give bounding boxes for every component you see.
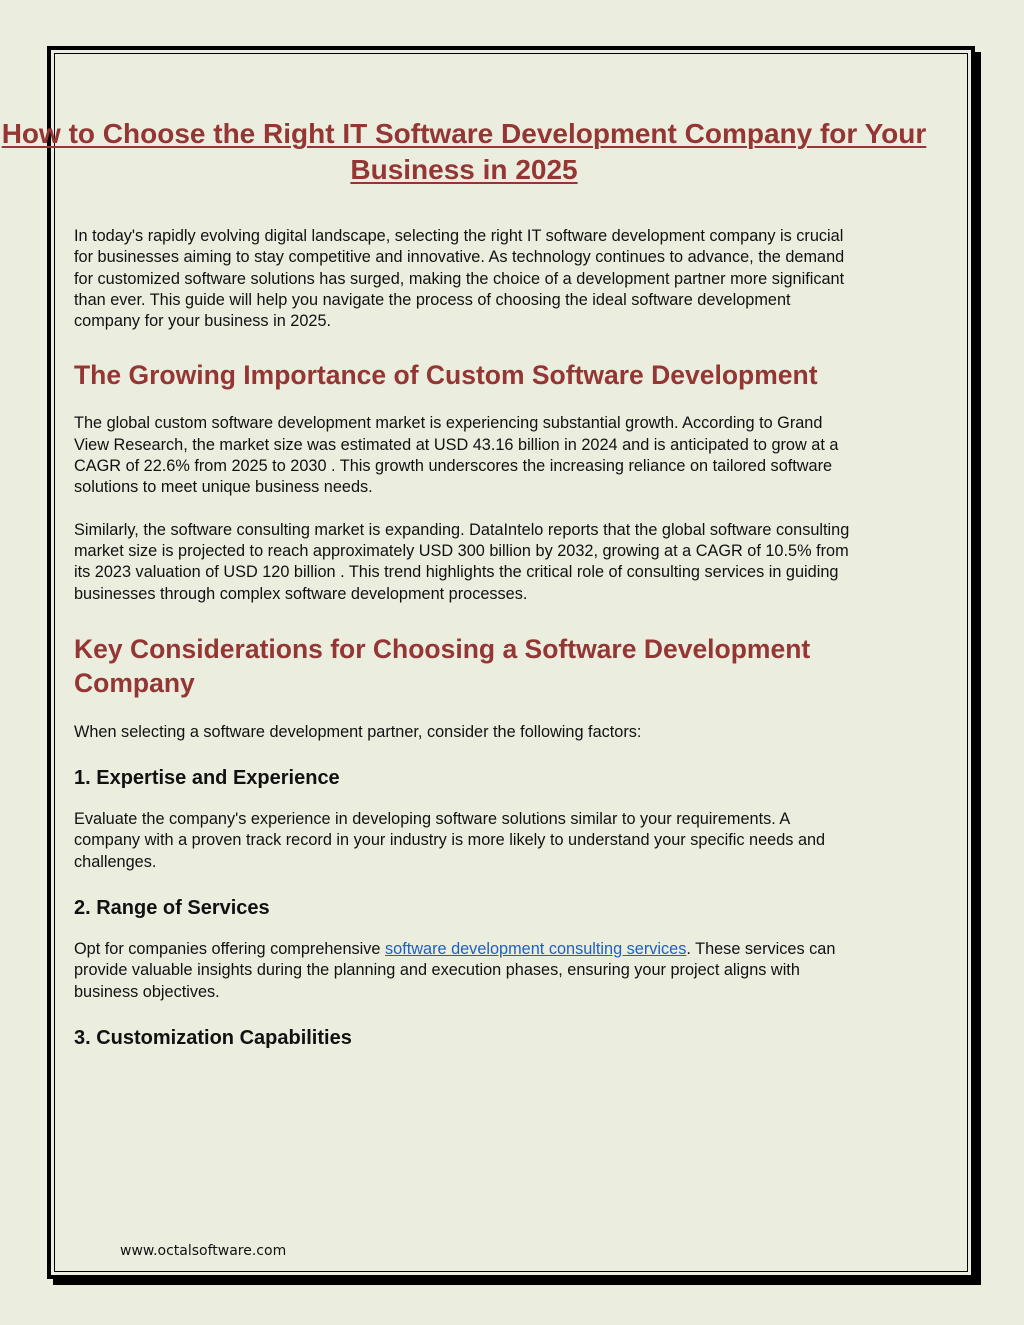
document-title: How to Choose the Right IT Software Development Company for Your Business in 2025 — [1, 118, 927, 185]
item-heading-expertise: 1. Expertise and Experience — [74, 767, 340, 790]
expertise-paragraph: Evaluate the company's experience in developing software solutions similar to your requirements. A company with a proven track record in your industry is more likely to understand your specific needs and challenges. — [74, 810, 826, 871]
section-heading-custom-software: The Growing Importance of Custom Software Development — [74, 360, 818, 391]
consulting-services-link[interactable]: software development consulting services — [385, 940, 687, 959]
item-heading-customization: 3. Customization Capabilities — [74, 1026, 352, 1049]
services-text-after-link: . These services can provide valuable insights during the planning and execution phases, ensuring your project aligns with business objectives. — [74, 940, 836, 1001]
services-text-before-link: Opt for companies offering comprehensive — [74, 940, 386, 959]
item-heading-range-of-services: 2. Range of Services — [74, 897, 270, 920]
range-of-services-paragraph — [74, 939, 854, 1003]
market-growth-paragraph: The global custom software development market is experiencing substantial growth. According to Grand View Research, the market size was estimated at USD 43.16 billion in 2024 and is anticipated to grow at a CAGR of 22.6% from 2025 to 2030 . This growth underscores the increasing reliance on tailored software solutions to meet unique business needs. — [74, 414, 839, 497]
intro-paragraph: In today's rapidly evolving digital landscape, selecting the right IT software development company is crucial for businesses aiming to stay competitive and innovative. As technology continues to advance, the demand for customized software solutions has surged, making the choice of a development partner more significant than ever. This guide will help you navigate the process of choosing the ideal software development company for your business in 2025. — [74, 227, 845, 331]
consulting-market-paragraph: Similarly, the software consulting market is expanding. DataIntelo reports that the global software consulting market size is projected to reach approximately USD 300 billion by 2032, growing at a CAGR of 10.5% from its 2023 valuation of USD 120 billion . This trend highlights the critical role of consulting services in guiding businesses through complex software development processes. — [74, 520, 850, 603]
document-content — [1, 116, 927, 1051]
considerations-intro-paragraph: When selecting a software development partner, consider the following factors: — [74, 722, 642, 741]
section-heading-key-considerations: Key Considerations for Choosing a Software Development Company — [74, 633, 811, 698]
footer-website-url: www.octalsoftware.com — [120, 1243, 287, 1259]
